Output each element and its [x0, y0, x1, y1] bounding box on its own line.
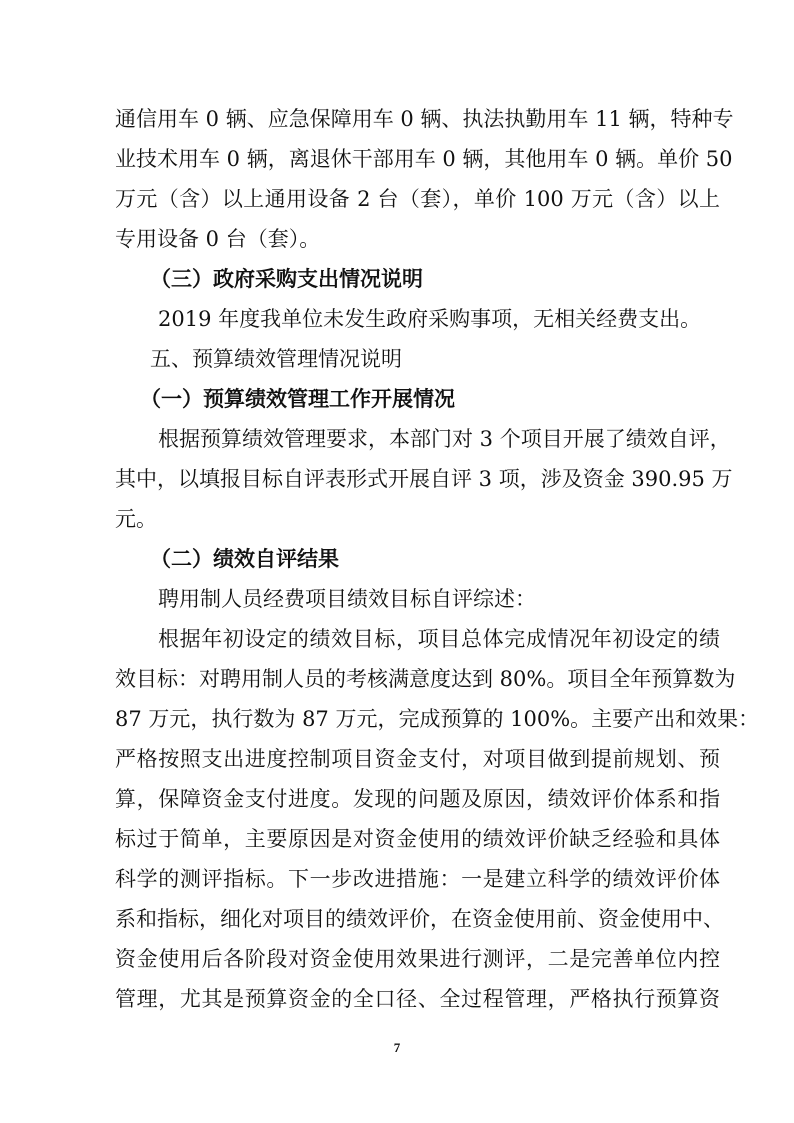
body-text-line: 科学的测评指标。下一步改进措施：一是建立科学的绩效评价体	[115, 867, 720, 891]
section-heading-3: （三）政府采购支出情况说明	[150, 267, 423, 291]
chapter-heading-5: 五、预算绩效管理情况说明	[150, 347, 402, 371]
body-text-line: 效目标：对聘用制人员的考核满意度达到 80%。项目全年预算数为	[115, 667, 736, 691]
body-text-line: 资金使用后各阶段对资金使用效果进行测评，二是完善单位内控	[115, 947, 720, 971]
body-text-line: 系和指标，细化对项目的绩效评价，在资金使用前、资金使用中、	[115, 907, 724, 931]
body-text-line: 根据预算绩效管理要求，本部门对 3 个项目开展了绩效自评，	[158, 427, 731, 451]
body-text-line: 通信用车 0 辆、应急保障用车 0 辆、执法执勤用车 11 辆，特种专	[115, 107, 734, 131]
body-text-line: 严格按照支出进度控制项目资金支付，对项目做到提前规划、预	[115, 747, 720, 771]
body-text-line: 聘用制人员经费项目绩效目标自评综述：	[158, 587, 536, 611]
body-text-line: 专用设备 0 台（套）。	[115, 227, 321, 251]
section-heading-2: （二）绩效自评结果	[150, 547, 339, 571]
body-text-line: 业技术用车 0 辆，离退休干部用车 0 辆，其他用车 0 辆。单价 50	[115, 147, 733, 171]
page-number: 7	[393, 1040, 401, 1055]
section-heading-1: （一）预算绩效管理工作开展情况	[140, 387, 455, 411]
body-text-line: 万元（含）以上通用设备 2 台（套），单价 100 万元（含）以上	[115, 187, 720, 211]
body-text-line: 87 万元，执行数为 87 万元，完成预算的 100%。主要产出和效果：	[115, 707, 760, 731]
body-text-line: 2019 年度我单位未发生政府采购事项，无相关经费支出。	[158, 307, 702, 331]
body-text-line: 其中，以填报目标自评表形式开展自评 3 项，涉及资金 390.95 万	[115, 467, 733, 491]
body-text-line: 算，保障资金支付进度。发现的问题及原因，绩效评价体系和指	[115, 787, 720, 811]
body-text-line: 管理，尤其是预算资金的全口径、全过程管理，严格执行预算资	[115, 987, 720, 1011]
body-text-line: 元。	[115, 507, 157, 531]
body-text-line: 根据年初设定的绩效目标，项目总体完成情况年初设定的绩	[158, 627, 720, 651]
body-text-line: 标过于简单，主要原因是对资金使用的绩效评价缺乏经验和具体	[115, 827, 720, 851]
